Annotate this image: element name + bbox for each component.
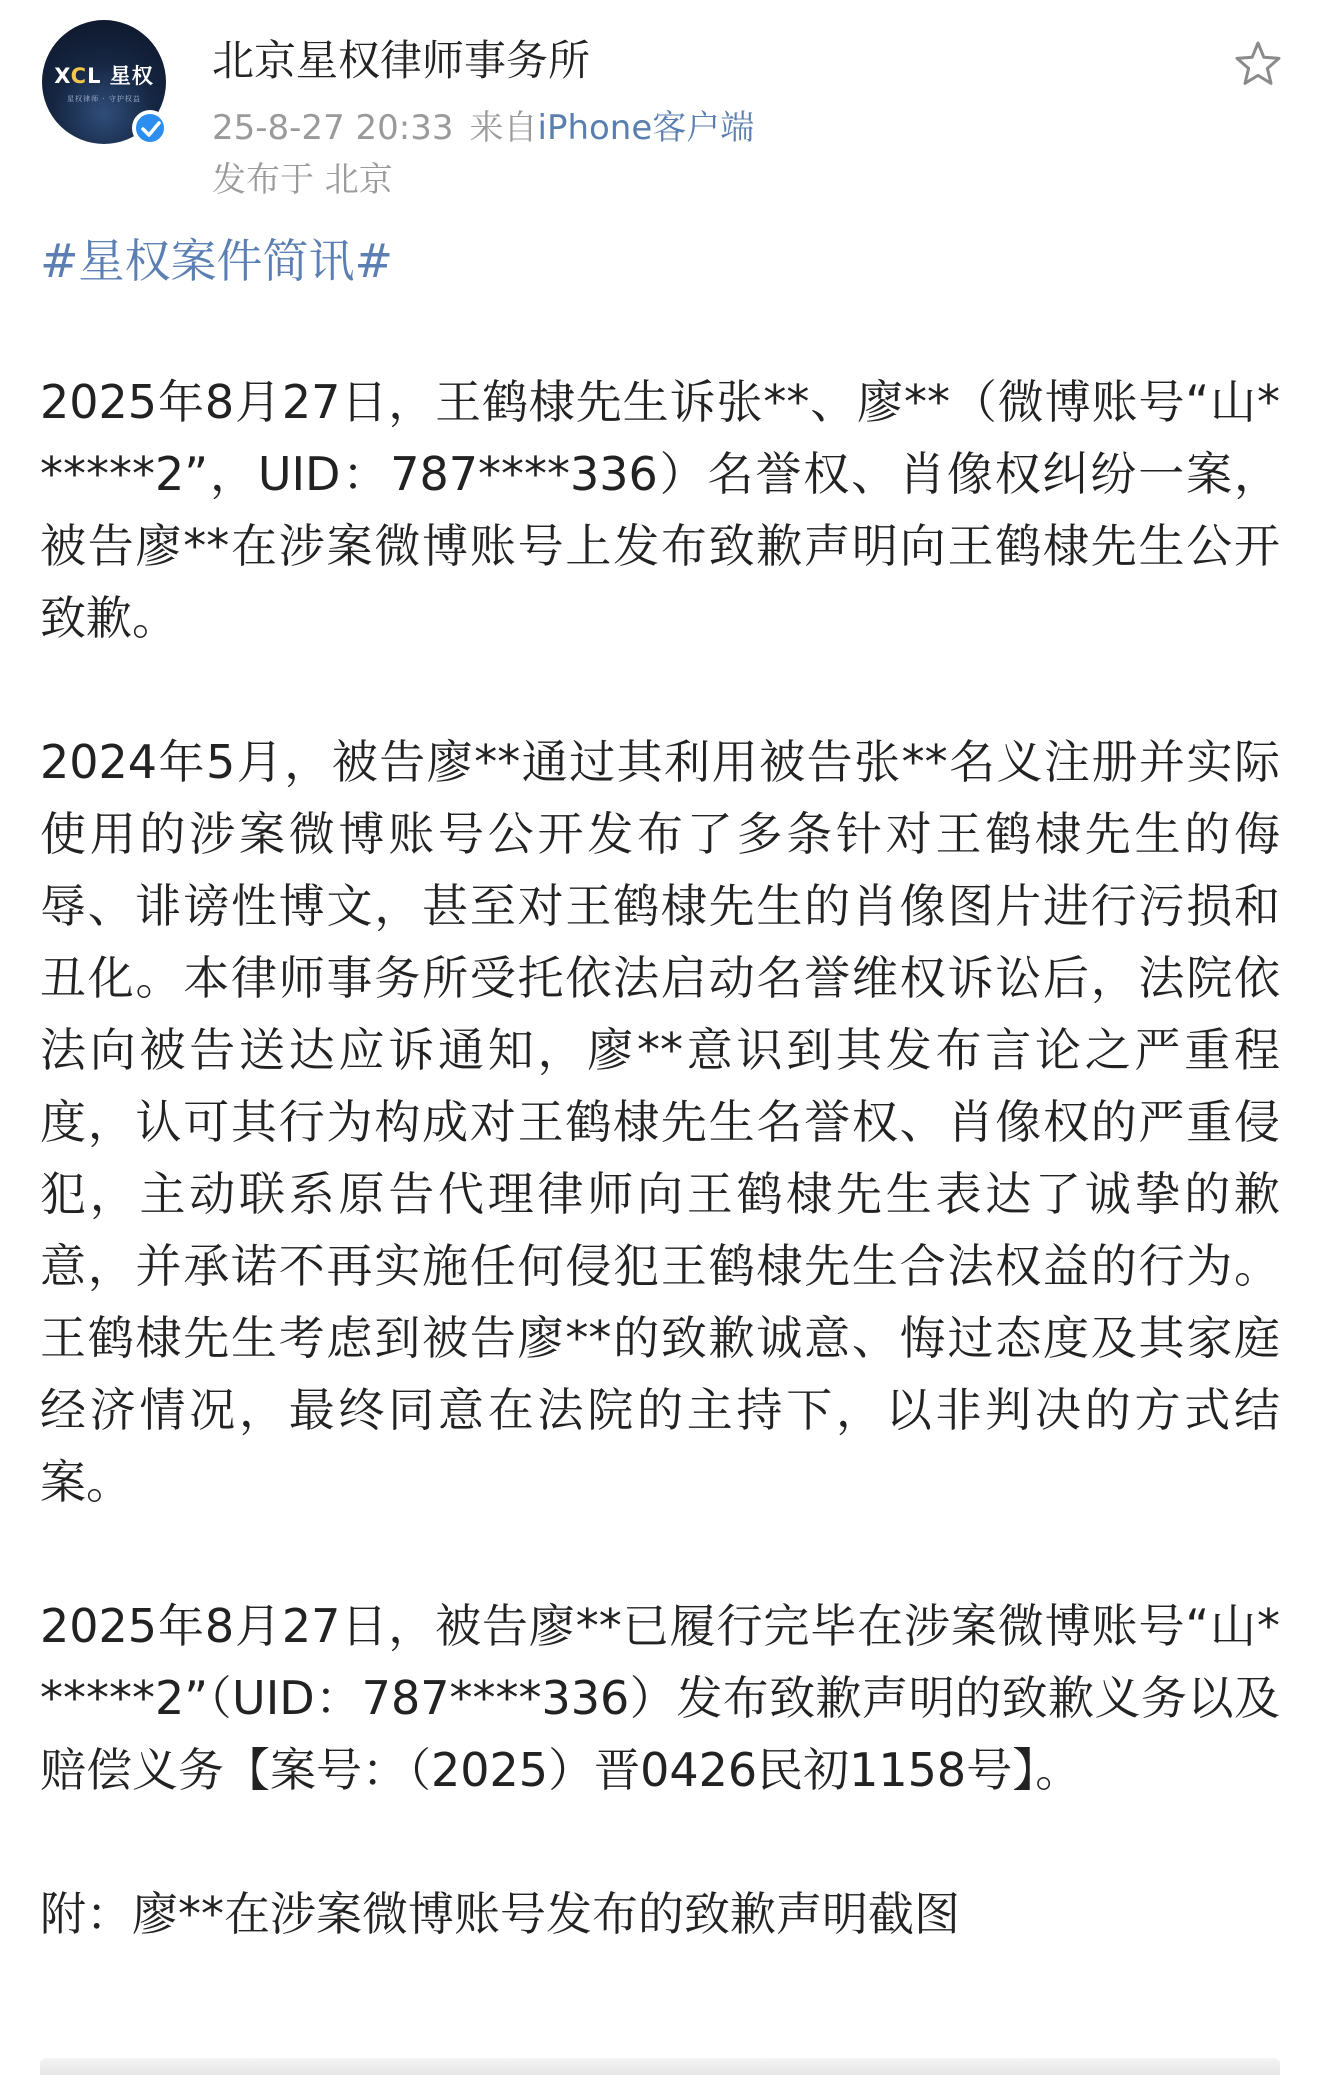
source-label: 来自 (469, 108, 538, 148)
post-timestamp: 25-8-27 20:33 (212, 108, 454, 148)
post-header (0, 0, 1320, 200)
post-meta (212, 100, 754, 149)
attached-image-preview[interactable] (40, 2058, 1280, 2075)
avatar-tagline: 星权律师 · 守护权益 (67, 95, 141, 103)
post-paragraph: 2025年8月27日，王鹤棣先生诉张**、廖**（微博账号“山******2”，UID：787****336）名誉权、肖像权纠纷一案，被告廖**在涉案微博账号上发布致歉声明向王鹤棣先生公开致歉。 (40, 375, 1280, 645)
post-paragraph: 2024年5月，被告廖**通过其利用被告张**名义注册并实际使用的涉案微博账号公开发布了多条针对王鹤棣先生的侮辱、诽谤性博文，甚至对王鹤棣先生的肖像图片进行污损和丑化。本律师事务所受托依法启动名誉维权诉讼后，法院依法向被告送达应诉通知，廖**意识到其发布言论之严重程度，认可其行为构成对王鹤棣先生名誉权、肖像权的严重侵犯，主动联系原告代理律师向王鹤棣先生表达了诚挚的歉意，并承诺不再实施任何侵犯王鹤棣先生合法权益的行为。王鹤棣先生考虑到被告廖**的致歉诚意、悔过态度及其家庭经济情况，最终同意在法院的主持下，以非判决的方式结案。 (40, 735, 1280, 1509)
attachment-note: 附：廖**在涉案微博账号发布的致歉声明截图 (40, 1887, 960, 1941)
author-name[interactable]: 北京星权律师事务所 (212, 36, 591, 85)
post-location: 发布于 北京 (212, 160, 393, 200)
source-client-link[interactable]: iPhone客户端 (537, 108, 755, 148)
post-body (40, 228, 1280, 1950)
favorite-star-icon[interactable] (1232, 38, 1284, 90)
post-paragraph: 2025年8月27日，被告廖**已履行完毕在涉案微博账号“山******2”（UID：787****336）发布致歉声明的致歉义务以及赔偿义务【案号：（2025）晋0426民初1158号】。 (40, 1599, 1280, 1797)
topic-hashtag-link[interactable]: #星权案件简讯# (40, 234, 394, 288)
check-icon (141, 120, 161, 138)
avatar-logo: XCL 星权 (54, 64, 154, 88)
verified-badge-icon (132, 110, 168, 146)
